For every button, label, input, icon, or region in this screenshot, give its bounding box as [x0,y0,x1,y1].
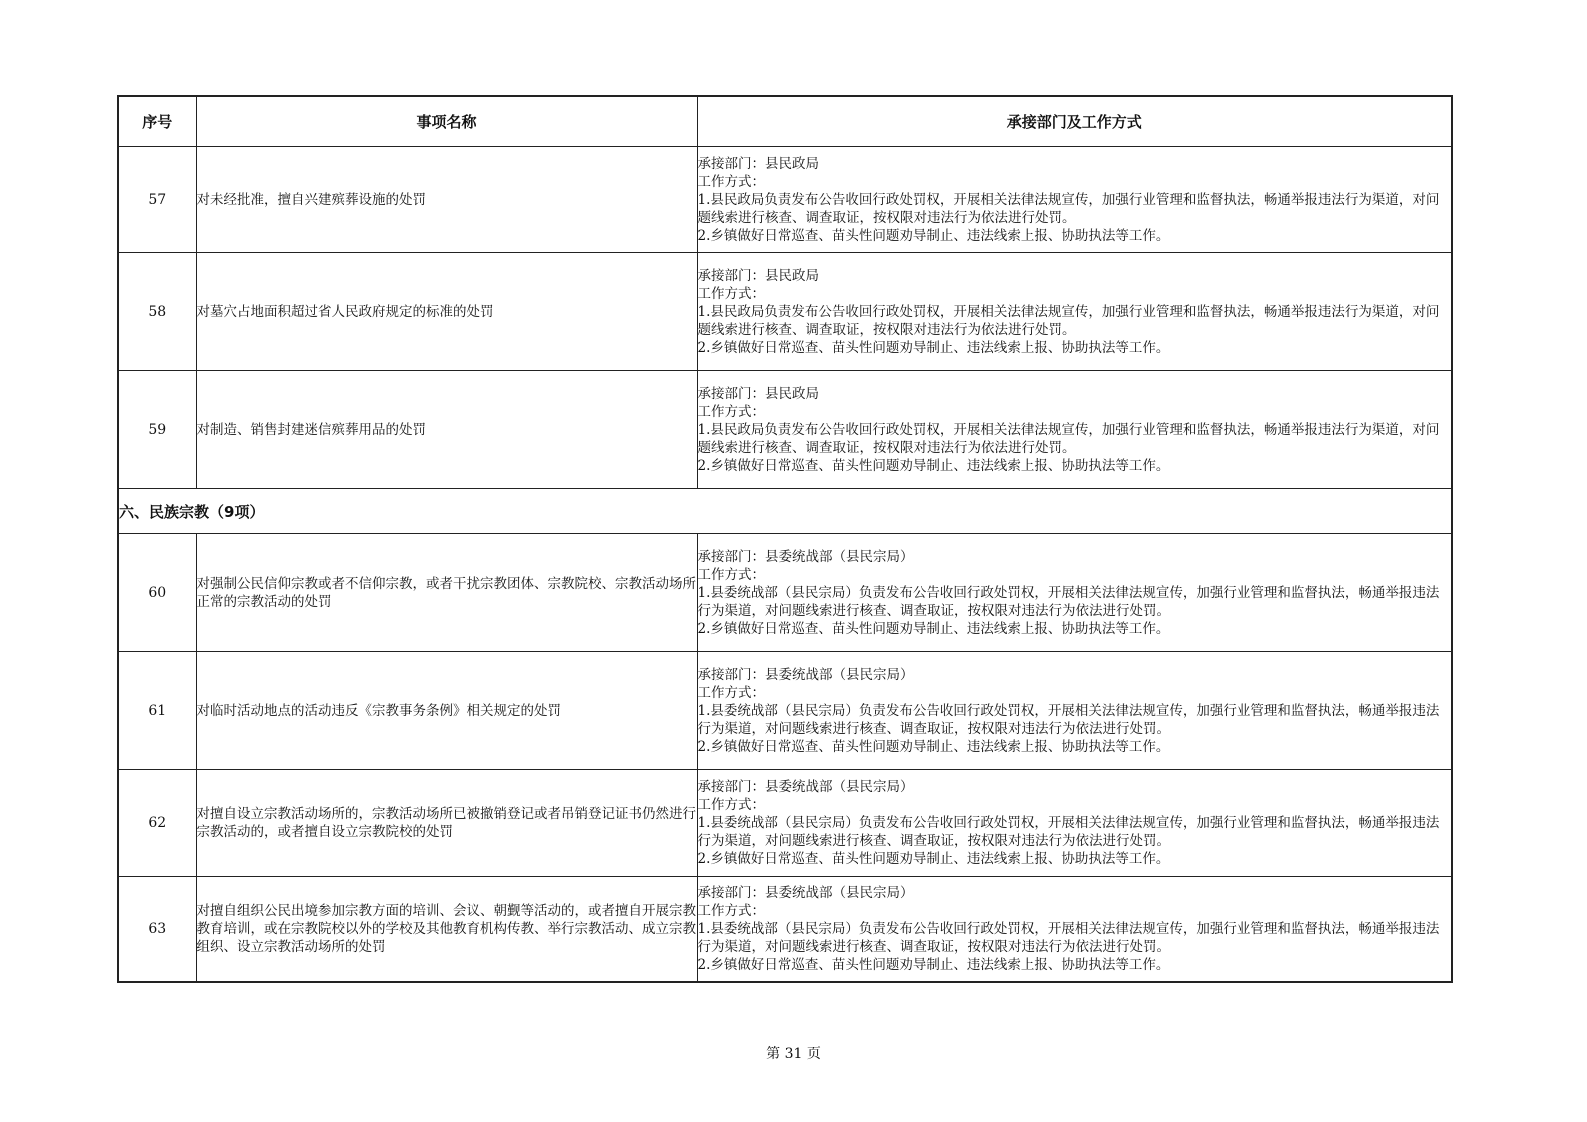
row-number: 63 [118,877,196,982]
table-row [118,534,1452,652]
method-step-2: 2.乡镇做好日常巡查、苗头性问题劝导制止、违法线索上报、协助执法等工作。 [697,956,1170,973]
item-name: 对强制公民信仰宗教或者不信仰宗教，或者干扰宗教团体、宗教院校、宗教活动场所正常的宗教活动的处罚 [196,534,697,652]
item-name: 对临时活动地点的活动违反《宗教事务条例》相关规定的处罚 [196,652,697,770]
method-label: 工作方式： [697,566,765,583]
method-label: 工作方式： [697,285,765,302]
page-number: 第 31 页 [766,1046,821,1062]
method-step-1: 1.县委统战部（县民宗局）负责发布公告收回行政处罚权，开展相关法律法规宣传，加强行业管理和监督执法，畅通举报违法行为渠道，对问题线索进行核查、调查取证，按权限对违法行为依法进行处罚。 [697,702,1440,737]
method-step-1: 1.县委统战部（县民宗局）负责发布公告收回行政处罚权，开展相关法律法规宣传，加强行业管理和监督执法，畅通举报违法行为渠道，对问题线索进行核查、调查取证，按权限对违法行为依法进行处罚。 [697,815,1440,849]
dept-method-cell [697,147,1452,253]
method-step-1: 1.县委统战部（县民宗局）负责发布公告收回行政处罚权，开展相关法律法规宣传，加强行业管理和监督执法，畅通举报违法行为渠道，对问题线索进行核查、调查取证，按权限对违法行为依法进行处罚。 [697,584,1440,619]
table-row [118,371,1452,489]
method-step-2: 2.乡镇做好日常巡查、苗头性问题劝导制止、违法线索上报、协助执法等工作。 [697,227,1170,244]
dept-method-cell [697,371,1452,489]
method-step-2: 2.乡镇做好日常巡查、苗头性问题劝导制止、违法线索上报、协助执法等工作。 [697,457,1170,474]
table-row [118,770,1452,877]
method-step-2: 2.乡镇做好日常巡查、苗头性问题劝导制止、违法线索上报、协助执法等工作。 [697,738,1170,755]
row-number: 62 [118,770,196,877]
dept-method-cell [697,534,1452,652]
dept-line: 承接部门：县委统战部（县民宗局） [697,666,914,683]
table-row [118,147,1452,253]
row-number: 57 [118,147,196,253]
item-name: 对墓穴占地面积超过省人民政府规定的标准的处罚 [196,253,697,371]
table-header-row [118,96,1452,147]
dept-line: 承接部门：县民政局 [697,385,819,402]
dept-line: 承接部门：县委统战部（县民宗局） [697,548,914,565]
method-label: 工作方式： [697,173,765,190]
dept-line: 承接部门：县民政局 [697,267,819,284]
row-number: 58 [118,253,196,371]
dept-method-cell [697,253,1452,371]
row-number: 61 [118,652,196,770]
item-name: 对制造、销售封建迷信殡葬用品的处罚 [196,371,697,489]
dept-line: 承接部门：县委统战部（县民宗局） [697,884,914,901]
method-step-1: 1.县民政局负责发布公告收回行政处罚权，开展相关法律法规宣传，加强行业管理和监督执法，畅通举报违法行为渠道，对问题线索进行核查、调查取证，按权限对违法行为依法进行处罚。 [697,191,1440,226]
method-label: 工作方式： [697,797,765,813]
dept-line: 承接部门：县委统战部（县民宗局） [697,779,914,795]
method-step-1: 1.县民政局负责发布公告收回行政处罚权，开展相关法律法规宣传，加强行业管理和监督执法，畅通举报违法行为渠道，对问题线索进行核查、调查取证，按权限对违法行为依法进行处罚。 [697,303,1440,338]
dept-method-cell [697,652,1452,770]
dept-method-cell [697,877,1452,982]
table-row [118,652,1452,770]
item-name: 对擅自设立宗教活动场所的，宗教活动场所已被撤销登记或者吊销登记证书仍然进行宗教活动的，或者擅自设立宗教院校的处罚 [196,770,697,877]
table-row [118,877,1452,982]
header-name: 事项名称 [196,96,697,147]
section-row [118,489,1452,534]
header-no: 序号 [118,96,196,147]
row-number: 60 [118,534,196,652]
method-step-2: 2.乡镇做好日常巡查、苗头性问题劝导制止、违法线索上报、协助执法等工作。 [697,620,1170,637]
method-label: 工作方式： [697,403,765,420]
method-step-2: 2.乡镇做好日常巡查、苗头性问题劝导制止、违法线索上报、协助执法等工作。 [697,851,1170,867]
table-row [118,253,1452,371]
item-table [117,95,1453,983]
method-step-1: 1.县民政局负责发布公告收回行政处罚权，开展相关法律法规宣传，加强行业管理和监督执法，畅通举报违法行为渠道，对问题线索进行核查、调查取证，按权限对违法行为依法进行处罚。 [697,421,1440,456]
header-dept: 承接部门及工作方式 [697,96,1452,147]
row-number: 59 [118,371,196,489]
method-step-2: 2.乡镇做好日常巡查、苗头性问题劝导制止、违法线索上报、协助执法等工作。 [697,339,1170,356]
dept-line: 承接部门：县民政局 [697,155,819,172]
item-name: 对未经批准，擅自兴建殡葬设施的处罚 [196,147,697,253]
method-step-1: 1.县委统战部（县民宗局）负责发布公告收回行政处罚权，开展相关法律法规宣传，加强行业管理和监督执法，畅通举报违法行为渠道，对问题线索进行核查、调查取证，按权限对违法行为依法进行处罚。 [697,920,1440,955]
method-label: 工作方式： [697,684,765,701]
item-name: 对擅自组织公民出境参加宗教方面的培训、会议、朝觐等活动的，或者擅自开展宗教教育培训，或在宗教院校以外的学校及其他教育机构传教、举行宗教活动、成立宗教组织、设立宗教活动场所的处罚 [196,877,697,982]
section-title: 六、民族宗教（9项） [118,489,1452,534]
method-label: 工作方式： [697,902,765,919]
dept-method-cell [697,770,1452,877]
